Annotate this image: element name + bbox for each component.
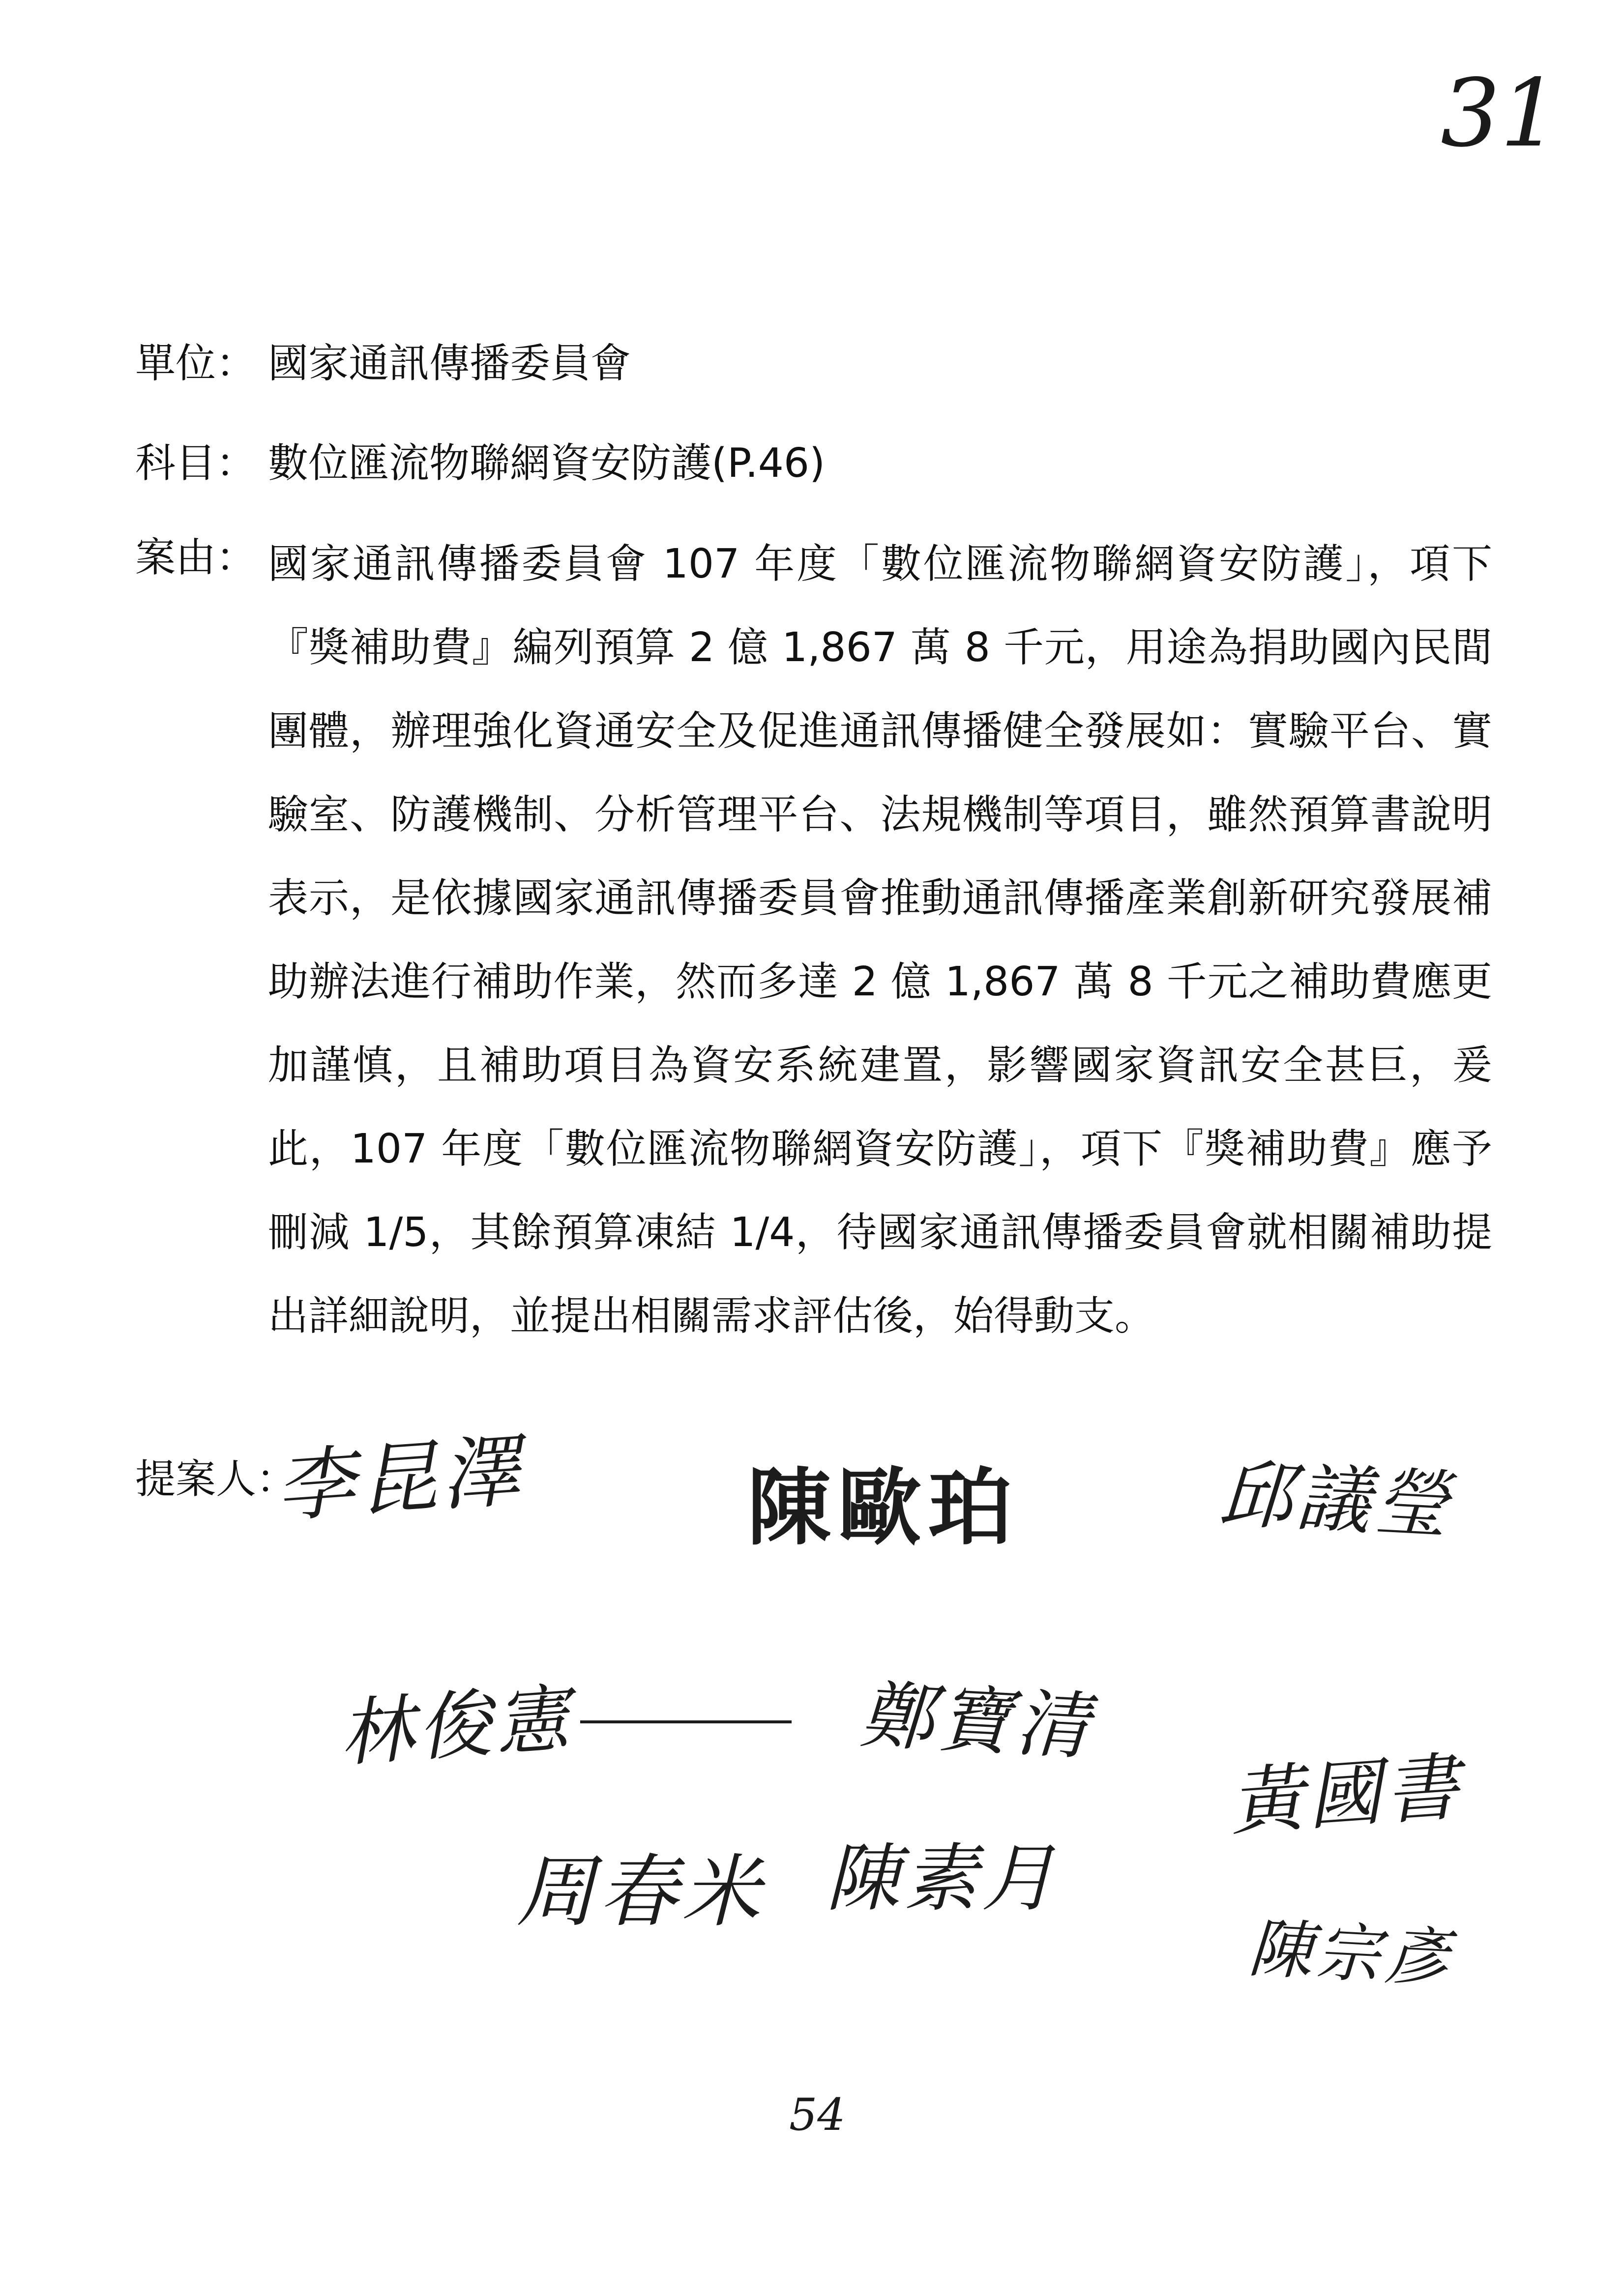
proposers-label: 提案人： (135, 1456, 297, 1503)
signature: 林俊憲 (337, 1675, 576, 1777)
handwritten-page-number: 31 (1441, 59, 1560, 168)
signature: 陳歐珀 (747, 1459, 1019, 1557)
signature: 陳素月 (826, 1836, 1060, 1921)
footer-page-number: 54 (789, 2089, 846, 2141)
unit-label: 單位： (135, 340, 257, 387)
signature: 邱議瑩 (1217, 1451, 1454, 1549)
signature: 陳宗彥 (1246, 1911, 1454, 1996)
subject-label: 科目： (135, 440, 257, 487)
signature: 鄭寶清 (858, 1672, 1095, 1771)
subject-value: 數位匯流物聯網資安防護(P.46) (268, 440, 826, 487)
signature-stroke (580, 1720, 792, 1723)
reason-text: 國家通訊傳播委員會 107 年度「數位匯流物聯網資安防護」，項下『獎補助費』編列預算 2 億 1,867 萬 8 千元，用途為捐助國內民間團體，辦理強化資通安全及促進通訊傳播健全發展如：實驗平台、實驗室、防護機制、分析管理平台、法規機制等項目，雖然預算書說明表示，是依據國家通訊傳播委員會推動通訊傳播產業創新研究發展補助辦法進行補助作業，然而多達 2 億 1,867 萬 8 千元之補助費應更加謹慎，且補助項目為資安系統建置，影響國家資訊安全甚巨，爰此，107 年度「數位匯流物聯網資安防護」，項下『獎補助費』應予刪減 1/5，其餘預算凍結 1/4，待國家通訊傳播委員會就相關補助提出詳細說明，並提出相關需求評估後，始得動支。 (268, 541, 1492, 1339)
signature: 李昆澤 (273, 1424, 527, 1534)
signature: 周春米 (516, 1846, 765, 1938)
unit-row (135, 339, 631, 388)
subject-row (135, 439, 825, 488)
unit-value: 國家通訊傳播委員會 (268, 340, 631, 387)
signature: 黃國書 (1227, 1744, 1466, 1846)
reason-label: 案由： (135, 534, 257, 581)
